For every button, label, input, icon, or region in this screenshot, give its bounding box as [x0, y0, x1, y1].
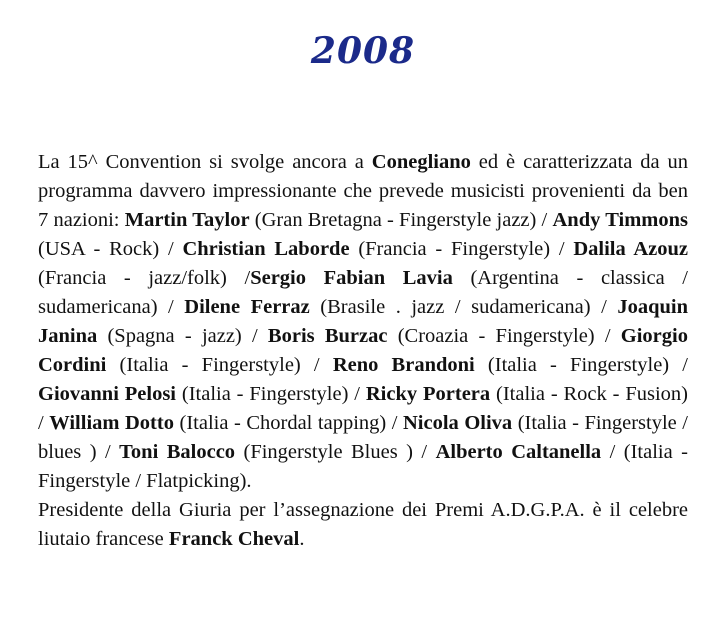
text-run: ed è caratterizzata da un programma davvero impressionante che prevede musicisti provenienti da ben 7 nazioni:	[38, 151, 688, 231]
text-run: (Francia - jazz/folk) /	[38, 267, 251, 289]
bold-name: Alberto Caltanella	[435, 441, 602, 463]
text-run: (Gran Bretagna - Fingerstyle jazz) /	[249, 209, 553, 231]
bold-name: Sergio Fabian Lavia	[250, 267, 453, 289]
bold-name: Joaquin Janina	[38, 296, 689, 347]
text-run: La 15^ Convention si svolge ancora a	[38, 151, 372, 173]
bold-name: Toni Balocco	[119, 441, 236, 463]
bold-name: Dilene Ferraz	[184, 296, 310, 318]
bold-name: Boris Burzac	[267, 325, 388, 347]
text-run: (Italia - Rock - Fusion) /	[38, 383, 688, 434]
bold-name: Andy Timmons	[552, 209, 688, 231]
bold-name: William Dotto	[49, 412, 174, 434]
text-run: (Italia - Fingerstyle) /	[106, 354, 333, 376]
text-run: (USA - Rock) /	[38, 238, 183, 260]
text-run: (Fingerstyle Blues ) /	[235, 441, 436, 463]
text-run: (Spagna - jazz) /	[97, 325, 268, 347]
paragraph-convention	[38, 148, 688, 496]
paragraph-jury	[38, 496, 688, 554]
bold-name: Conegliano	[371, 151, 471, 173]
bold-name: Dalila Azouz	[573, 238, 689, 260]
text-run: (Italia - Fingerstyle) /	[474, 354, 688, 376]
bold-name: Reno Brandoni	[332, 354, 475, 376]
text-run: (Argentina - classica / sudamericana) /	[38, 267, 688, 318]
bold-name: Franck Cheval	[168, 528, 300, 550]
bold-name: Christian Laborde	[182, 238, 350, 260]
text-run: (Italia - Fingerstyle / blues ) /	[38, 412, 689, 463]
text-run: (Brasile . jazz / sudamericana) /	[309, 296, 618, 318]
page-title: 2008	[310, 30, 416, 72]
text-run: (Francia - Fingerstyle) /	[349, 238, 574, 260]
bold-name: Giovanni Pelosi	[38, 383, 176, 405]
text-run: (Italia - Fingerstyle) /	[176, 383, 366, 405]
bold-name: Martin Taylor	[124, 209, 250, 231]
text-run: / (Italia - Fingerstyle / Flatpicking).	[38, 441, 688, 492]
bold-name: Ricky Portera	[365, 383, 491, 405]
text-run: .	[299, 528, 305, 550]
body-text	[38, 148, 688, 554]
text-run: Presidente della Giuria per l’assegnazione dei Premi A.D.G.P.A. è il celebre liutaio francese	[38, 499, 688, 550]
text-run: (Croazia - Fingerstyle) /	[387, 325, 621, 347]
text-run: (Italia - Chordal tapping) /	[173, 412, 403, 434]
bold-name: Giorgio Cordini	[38, 325, 688, 376]
bold-name: Nicola Oliva	[403, 412, 513, 434]
